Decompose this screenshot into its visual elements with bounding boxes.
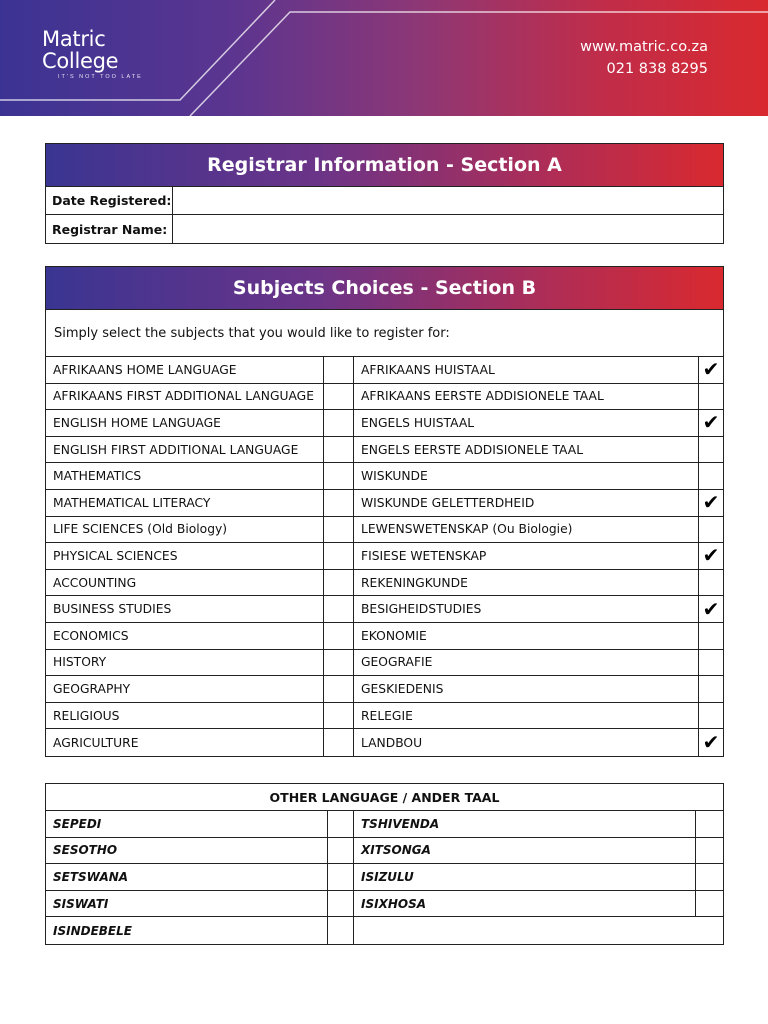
subject-afrikaans-label: RELEGIE xyxy=(354,703,699,729)
registrar-name-row xyxy=(46,215,723,243)
subject-english-label: AGRICULTURE xyxy=(46,729,324,756)
subject-english-checkbox[interactable] xyxy=(324,650,354,676)
subject-afrikaans-label: WISKUNDE xyxy=(354,463,699,489)
subject-afrikaans-label: AFRIKAANS HUISTAAL xyxy=(354,357,699,383)
subject-english-label: AFRIKAANS FIRST ADDITIONAL LANGUAGE xyxy=(46,384,324,410)
language-left-label: ISINDEBELE xyxy=(46,917,328,944)
language-right-label: ISIZULU xyxy=(354,864,696,890)
subject-english-label: AFRIKAANS HOME LANGUAGE xyxy=(46,357,324,383)
matric-college-logo xyxy=(42,28,143,80)
subject-english-checkbox[interactable] xyxy=(324,517,354,543)
subject-afrikaans-label: AFRIKAANS EERSTE ADDISIONELE TAAL xyxy=(354,384,699,410)
checkmark-icon: ✔ xyxy=(702,492,720,515)
language-right-checkbox[interactable] xyxy=(696,838,723,864)
subject-english-checkbox[interactable] xyxy=(324,543,354,569)
language-right-label xyxy=(354,917,723,944)
subject-afrikaans-label: LEWENSWETENSKAP (Ou Biologie) xyxy=(354,517,699,543)
subject-english-checkbox[interactable] xyxy=(324,596,354,622)
subject-afrikaans-checkbox[interactable] xyxy=(699,623,723,649)
language-left-label: SEPEDI xyxy=(46,811,328,837)
subject-afrikaans-checkbox[interactable] xyxy=(699,596,723,622)
logo-tagline: IT'S NOT TOO LATE xyxy=(58,74,143,80)
language-left-checkbox[interactable] xyxy=(328,864,354,890)
subject-english-label: ENGLISH HOME LANGUAGE xyxy=(46,410,324,436)
subject-english-label: BUSINESS STUDIES xyxy=(46,596,324,622)
subject-afrikaans-checkbox[interactable] xyxy=(699,490,723,516)
subject-afrikaans-label: GESKIEDENIS xyxy=(354,676,699,702)
subject-row xyxy=(46,517,723,544)
subject-row xyxy=(46,596,723,623)
subject-row xyxy=(46,490,723,517)
subject-english-checkbox[interactable] xyxy=(324,676,354,702)
registrar-information-section xyxy=(45,143,724,244)
subject-afrikaans-label: BESIGHEIDSTUDIES xyxy=(354,596,699,622)
subject-english-checkbox[interactable] xyxy=(324,410,354,436)
subject-english-checkbox[interactable] xyxy=(324,490,354,516)
subject-english-label: PHYSICAL SCIENCES xyxy=(46,543,324,569)
subject-row xyxy=(46,543,723,570)
subject-english-label: LIFE SCIENCES (Old Biology) xyxy=(46,517,324,543)
subject-english-checkbox[interactable] xyxy=(324,384,354,410)
checkmark-icon: ✔ xyxy=(702,598,720,621)
language-row xyxy=(46,891,723,918)
subject-english-label: GEOGRAPHY xyxy=(46,676,324,702)
subject-english-label: MATHEMATICS xyxy=(46,463,324,489)
subject-afrikaans-label: FISIESE WETENSKAP xyxy=(354,543,699,569)
subject-row xyxy=(46,703,723,730)
checkmark-icon: ✔ xyxy=(702,412,720,435)
language-left-checkbox[interactable] xyxy=(328,917,354,944)
subject-afrikaans-checkbox[interactable] xyxy=(699,437,723,463)
checkmark-icon: ✔ xyxy=(702,359,720,382)
subject-english-checkbox[interactable] xyxy=(324,463,354,489)
language-left-label: SESOTHO xyxy=(46,838,328,864)
logo-line1: Matric xyxy=(42,27,106,51)
website-link[interactable]: www.matric.co.za xyxy=(580,39,708,55)
subject-row xyxy=(46,623,723,650)
subject-english-label: ACCOUNTING xyxy=(46,570,324,596)
subject-afrikaans-label: WISKUNDE GELETTERDHEID xyxy=(354,490,699,516)
language-left-label: SISWATI xyxy=(46,891,328,917)
subject-row xyxy=(46,410,723,437)
subject-english-label: HISTORY xyxy=(46,650,324,676)
subject-afrikaans-label: GEOGRAFIE xyxy=(354,650,699,676)
subject-afrikaans-label: ENGELS EERSTE ADDISIONELE TAAL xyxy=(354,437,699,463)
subject-afrikaans-checkbox[interactable] xyxy=(699,703,723,729)
language-right-checkbox[interactable] xyxy=(696,891,723,917)
subject-row xyxy=(46,384,723,411)
subject-row xyxy=(46,437,723,464)
subject-afrikaans-label: LANDBOU xyxy=(354,729,699,756)
subject-english-label: RELIGIOUS xyxy=(46,703,324,729)
subject-english-label: ENGLISH FIRST ADDITIONAL LANGUAGE xyxy=(46,437,324,463)
checkmark-icon: ✔ xyxy=(702,732,720,755)
phone-number: 021 838 8295 xyxy=(606,61,708,77)
subject-english-checkbox[interactable] xyxy=(324,570,354,596)
subject-row xyxy=(46,463,723,490)
date-registered-label: Date Registered: xyxy=(46,187,173,214)
language-left-checkbox[interactable] xyxy=(328,891,354,917)
language-left-checkbox[interactable] xyxy=(328,811,354,837)
subject-english-checkbox[interactable] xyxy=(324,623,354,649)
subject-afrikaans-label: REKENINGKUNDE xyxy=(354,570,699,596)
subject-english-label: MATHEMATICAL LITERACY xyxy=(46,490,324,516)
date-registered-field[interactable] xyxy=(173,187,723,214)
language-right-checkbox[interactable] xyxy=(696,864,723,890)
date-registered-row xyxy=(46,187,723,215)
subject-row xyxy=(46,729,723,756)
subject-english-checkbox[interactable] xyxy=(324,437,354,463)
subject-row xyxy=(46,676,723,703)
subject-row xyxy=(46,570,723,597)
language-right-label: XITSONGA xyxy=(354,838,696,864)
subject-row xyxy=(46,650,723,677)
section-b-instructions: Simply select the subjects that you would like to register for: xyxy=(46,310,723,357)
subject-afrikaans-checkbox[interactable] xyxy=(699,676,723,702)
subject-afrikaans-label: ENGELS HUISTAAL xyxy=(354,410,699,436)
language-row xyxy=(46,917,723,944)
registrar-name-label: Registrar Name: xyxy=(46,215,173,243)
language-left-checkbox[interactable] xyxy=(328,838,354,864)
subject-english-checkbox[interactable] xyxy=(324,729,354,756)
other-language-section xyxy=(45,783,724,945)
subject-english-checkbox[interactable] xyxy=(324,703,354,729)
subject-afrikaans-checkbox[interactable] xyxy=(699,463,723,489)
language-row xyxy=(46,811,723,838)
subject-english-label: ECONOMICS xyxy=(46,623,324,649)
checkmark-icon: ✔ xyxy=(702,545,720,568)
subject-english-checkbox[interactable] xyxy=(324,357,354,383)
registrar-name-field[interactable] xyxy=(173,215,723,243)
subject-choices-section xyxy=(45,266,724,757)
language-right-checkbox[interactable] xyxy=(696,811,723,837)
subject-row xyxy=(46,357,723,384)
logo-line2: College xyxy=(42,49,119,73)
subject-afrikaans-checkbox[interactable] xyxy=(699,357,723,383)
subject-afrikaans-checkbox[interactable] xyxy=(699,729,723,756)
language-row xyxy=(46,838,723,865)
subject-afrikaans-checkbox[interactable] xyxy=(699,650,723,676)
contact-info xyxy=(580,36,708,80)
subject-table xyxy=(46,357,723,756)
subject-afrikaans-checkbox[interactable] xyxy=(699,410,723,436)
other-language-title: OTHER LANGUAGE / ANDER TAAL xyxy=(46,784,723,811)
section-a-title: Registrar Information - Section A xyxy=(46,144,723,187)
header-banner xyxy=(0,0,768,116)
language-right-label: TSHIVENDA xyxy=(354,811,696,837)
subject-afrikaans-label: EKONOMIE xyxy=(354,623,699,649)
language-table xyxy=(46,811,723,944)
section-b-title: Subjects Choices - Section B xyxy=(46,267,723,310)
subject-afrikaans-checkbox[interactable] xyxy=(699,570,723,596)
language-left-label: SETSWANA xyxy=(46,864,328,890)
subject-afrikaans-checkbox[interactable] xyxy=(699,543,723,569)
subject-afrikaans-checkbox[interactable] xyxy=(699,517,723,543)
subject-afrikaans-checkbox[interactable] xyxy=(699,384,723,410)
language-right-label: ISIXHOSA xyxy=(354,891,696,917)
language-row xyxy=(46,864,723,891)
